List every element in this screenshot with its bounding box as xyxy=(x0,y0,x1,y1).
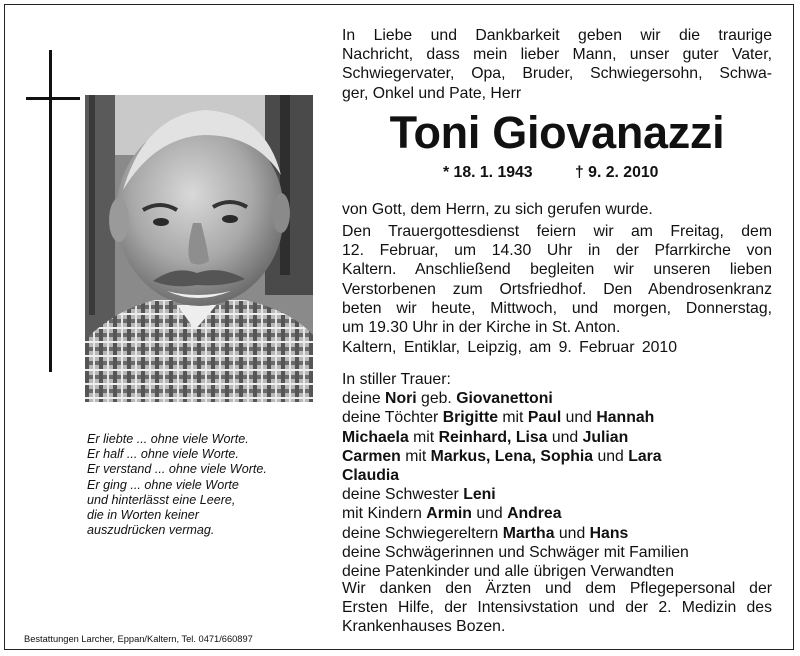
mourner-line: deine Nori geb. Giovanettoni xyxy=(342,390,553,408)
place-date xyxy=(342,338,772,357)
intro-line: Nachricht, dass mein lieber Mann, unser guter Vater, xyxy=(342,46,772,64)
thanks-line: Wir danken den Ärzten und dem Pflegepersonal der xyxy=(342,580,772,597)
intro-line: Schwiegervater, Opa, Bruder, Schwiegersohn, Schwa- xyxy=(342,65,772,83)
birth-date: * 18. 1. 1943 xyxy=(443,164,533,181)
mourner-line: deine Schwägerinnen und Schwäger mit Familien xyxy=(342,543,689,561)
mourner-line: deine Töchter Brigitte mit Paul und Hannah xyxy=(342,409,655,427)
poem-line: die in Worten keiner xyxy=(87,508,199,523)
cross-icon-bar xyxy=(26,97,80,100)
intro-line: ger, Onkel und Pate, Herr xyxy=(342,84,522,102)
intro-line: In Liebe und Dankbarkeit geben wir die traurige xyxy=(342,27,772,44)
poem-line: Er liebte ... ohne viele Worte. xyxy=(87,432,249,446)
funeral-home-credit: Bestattungen Larcher, Eppan/Kaltern, Tel. 0471/660897 xyxy=(24,634,253,644)
poem xyxy=(87,432,327,538)
thanks-text xyxy=(342,579,772,637)
mourner-line: Carmen mit Markus, Lena, Sophia und Lara xyxy=(342,447,662,465)
mourner-line: deine Patenkinder und alle übrigen Verwandten xyxy=(342,563,674,581)
intro-text xyxy=(342,26,772,103)
mourners-list xyxy=(342,370,772,581)
portrait-photo xyxy=(85,95,313,402)
funeral-line: Verstorbenen zum Ortsfriedhof. Den Abendrosenkranz xyxy=(342,280,772,298)
funeral-text xyxy=(342,222,772,337)
poem-line: Er half ... ohne viele Worte. xyxy=(87,447,239,462)
mourner-line: Michaela mit Reinhard, Lisa und Julian xyxy=(342,428,629,446)
mourner-line: mit Kindern Armin und Andrea xyxy=(342,505,562,523)
funeral-line: Den Trauergottesdienst feiern wir am Freitag, dem xyxy=(342,223,772,240)
called-home-text: von Gott, dem Herrn, zu sich gerufen wurde. xyxy=(342,201,653,218)
funeral-line: um 19.30 Uhr in der Kirche in St. Anton. xyxy=(342,319,621,337)
place-date-line: Kaltern, Entiklar, Leipzig, am 9. Februar 2010 xyxy=(342,339,677,356)
funeral-line: Kaltern. Anschließend begleiten wir unseren lieben xyxy=(342,261,772,279)
thanks-line: Krankenhauses Bozen. xyxy=(342,618,506,636)
mourner-line: deine Schwiegereltern Martha und Hans xyxy=(342,524,629,542)
mourner-line: deine Schwester Leni xyxy=(342,486,496,504)
mourning-heading: In stiller Trauer: xyxy=(342,371,451,388)
poem-line: auszudrücken vermag. xyxy=(87,523,215,538)
poem-line: Er verstand ... ohne viele Worte. xyxy=(87,462,267,477)
funeral-line: 12. Februar, um 14.30 Uhr in der Pfarrkirche von xyxy=(342,242,772,260)
poem-line: Er ging ... ohne viele Worte xyxy=(87,477,239,492)
poem-line: und hinterlässt eine Leere, xyxy=(87,492,236,507)
deceased-name: Toni Giovanazzi xyxy=(389,107,725,158)
thanks-line: Ersten Hilfe, der Intensivstation und der 2. Medizin des xyxy=(342,599,772,617)
mourner-line: Claudia xyxy=(342,467,400,485)
death-date: † 9. 2. 2010 xyxy=(575,164,659,181)
funeral-line: beten wir heute, Mittwoch, und morgen, Donnerstag, xyxy=(342,299,772,317)
